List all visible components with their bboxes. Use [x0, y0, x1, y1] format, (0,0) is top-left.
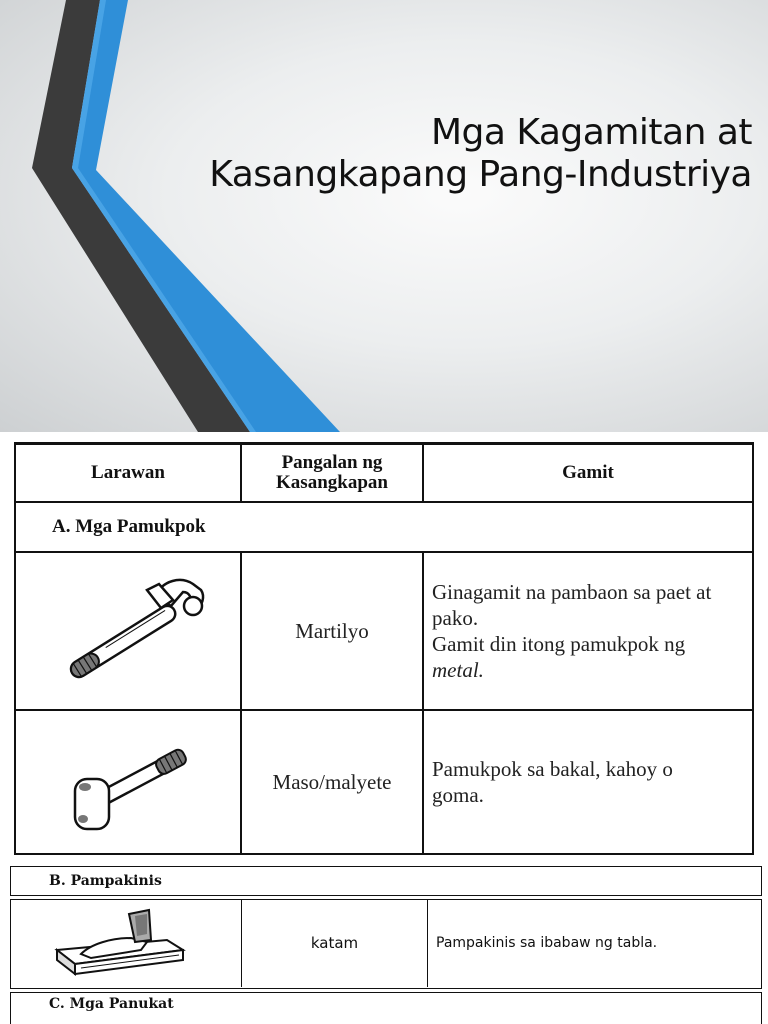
- use-line: Ginagamit na pambaon sa paet at: [432, 580, 712, 604]
- sledge-hammer-icon: [53, 727, 203, 837]
- slide-title-line-1: Mga Kagamitan at: [430, 112, 752, 153]
- chevron-decoration: [0, 0, 768, 432]
- header-larawan: Larawan: [15, 444, 241, 503]
- slide-title: [209, 112, 752, 196]
- section-a-label: A. Mga Pamukpok: [15, 502, 753, 552]
- row-use-maso: [423, 710, 753, 854]
- section-row-a: [15, 502, 753, 552]
- use-line: Pamukpok sa bakal, kahoy o: [432, 757, 673, 781]
- row-image-cell: [15, 710, 241, 854]
- slide-title-line-2: Kasangkapang Pang-Industriya: [209, 154, 752, 195]
- use-line: pako.: [432, 606, 479, 630]
- use-line: Gamit din itong pamukpok ng: [432, 632, 686, 656]
- table-row: [10, 899, 762, 989]
- header-gamit: Gamit: [423, 444, 753, 503]
- row-use-martilyo: [423, 552, 753, 710]
- plane-tool-icon: [51, 904, 211, 984]
- section-c-label: C. Mga Panukat: [10, 992, 762, 1024]
- row-image-cell: [15, 552, 241, 710]
- use-line: goma.: [432, 783, 484, 807]
- table-row: [15, 552, 753, 710]
- row-image-cell: [11, 900, 242, 987]
- section-b-label: B. Pampakinis: [10, 866, 762, 896]
- row-use-katam: Pampakinis sa ibabaw ng tabla.: [436, 935, 658, 951]
- header-pangalan-line-2: Kasangkapan: [276, 472, 388, 493]
- table-header-row: [15, 444, 753, 503]
- row-name-martilyo: Martilyo: [241, 552, 423, 710]
- row-name-katam: katam: [242, 900, 428, 987]
- header-pangalan-line-1: Pangalan ng: [281, 452, 383, 473]
- tools-table-document: [0, 432, 768, 1024]
- row-name-maso: Maso/malyete: [241, 710, 423, 854]
- claw-hammer-icon: [43, 566, 213, 696]
- tools-table: [14, 442, 754, 855]
- title-slide: [0, 0, 768, 432]
- table-row: [15, 710, 753, 854]
- header-pangalan: [241, 444, 423, 503]
- use-line: metal.: [432, 658, 484, 682]
